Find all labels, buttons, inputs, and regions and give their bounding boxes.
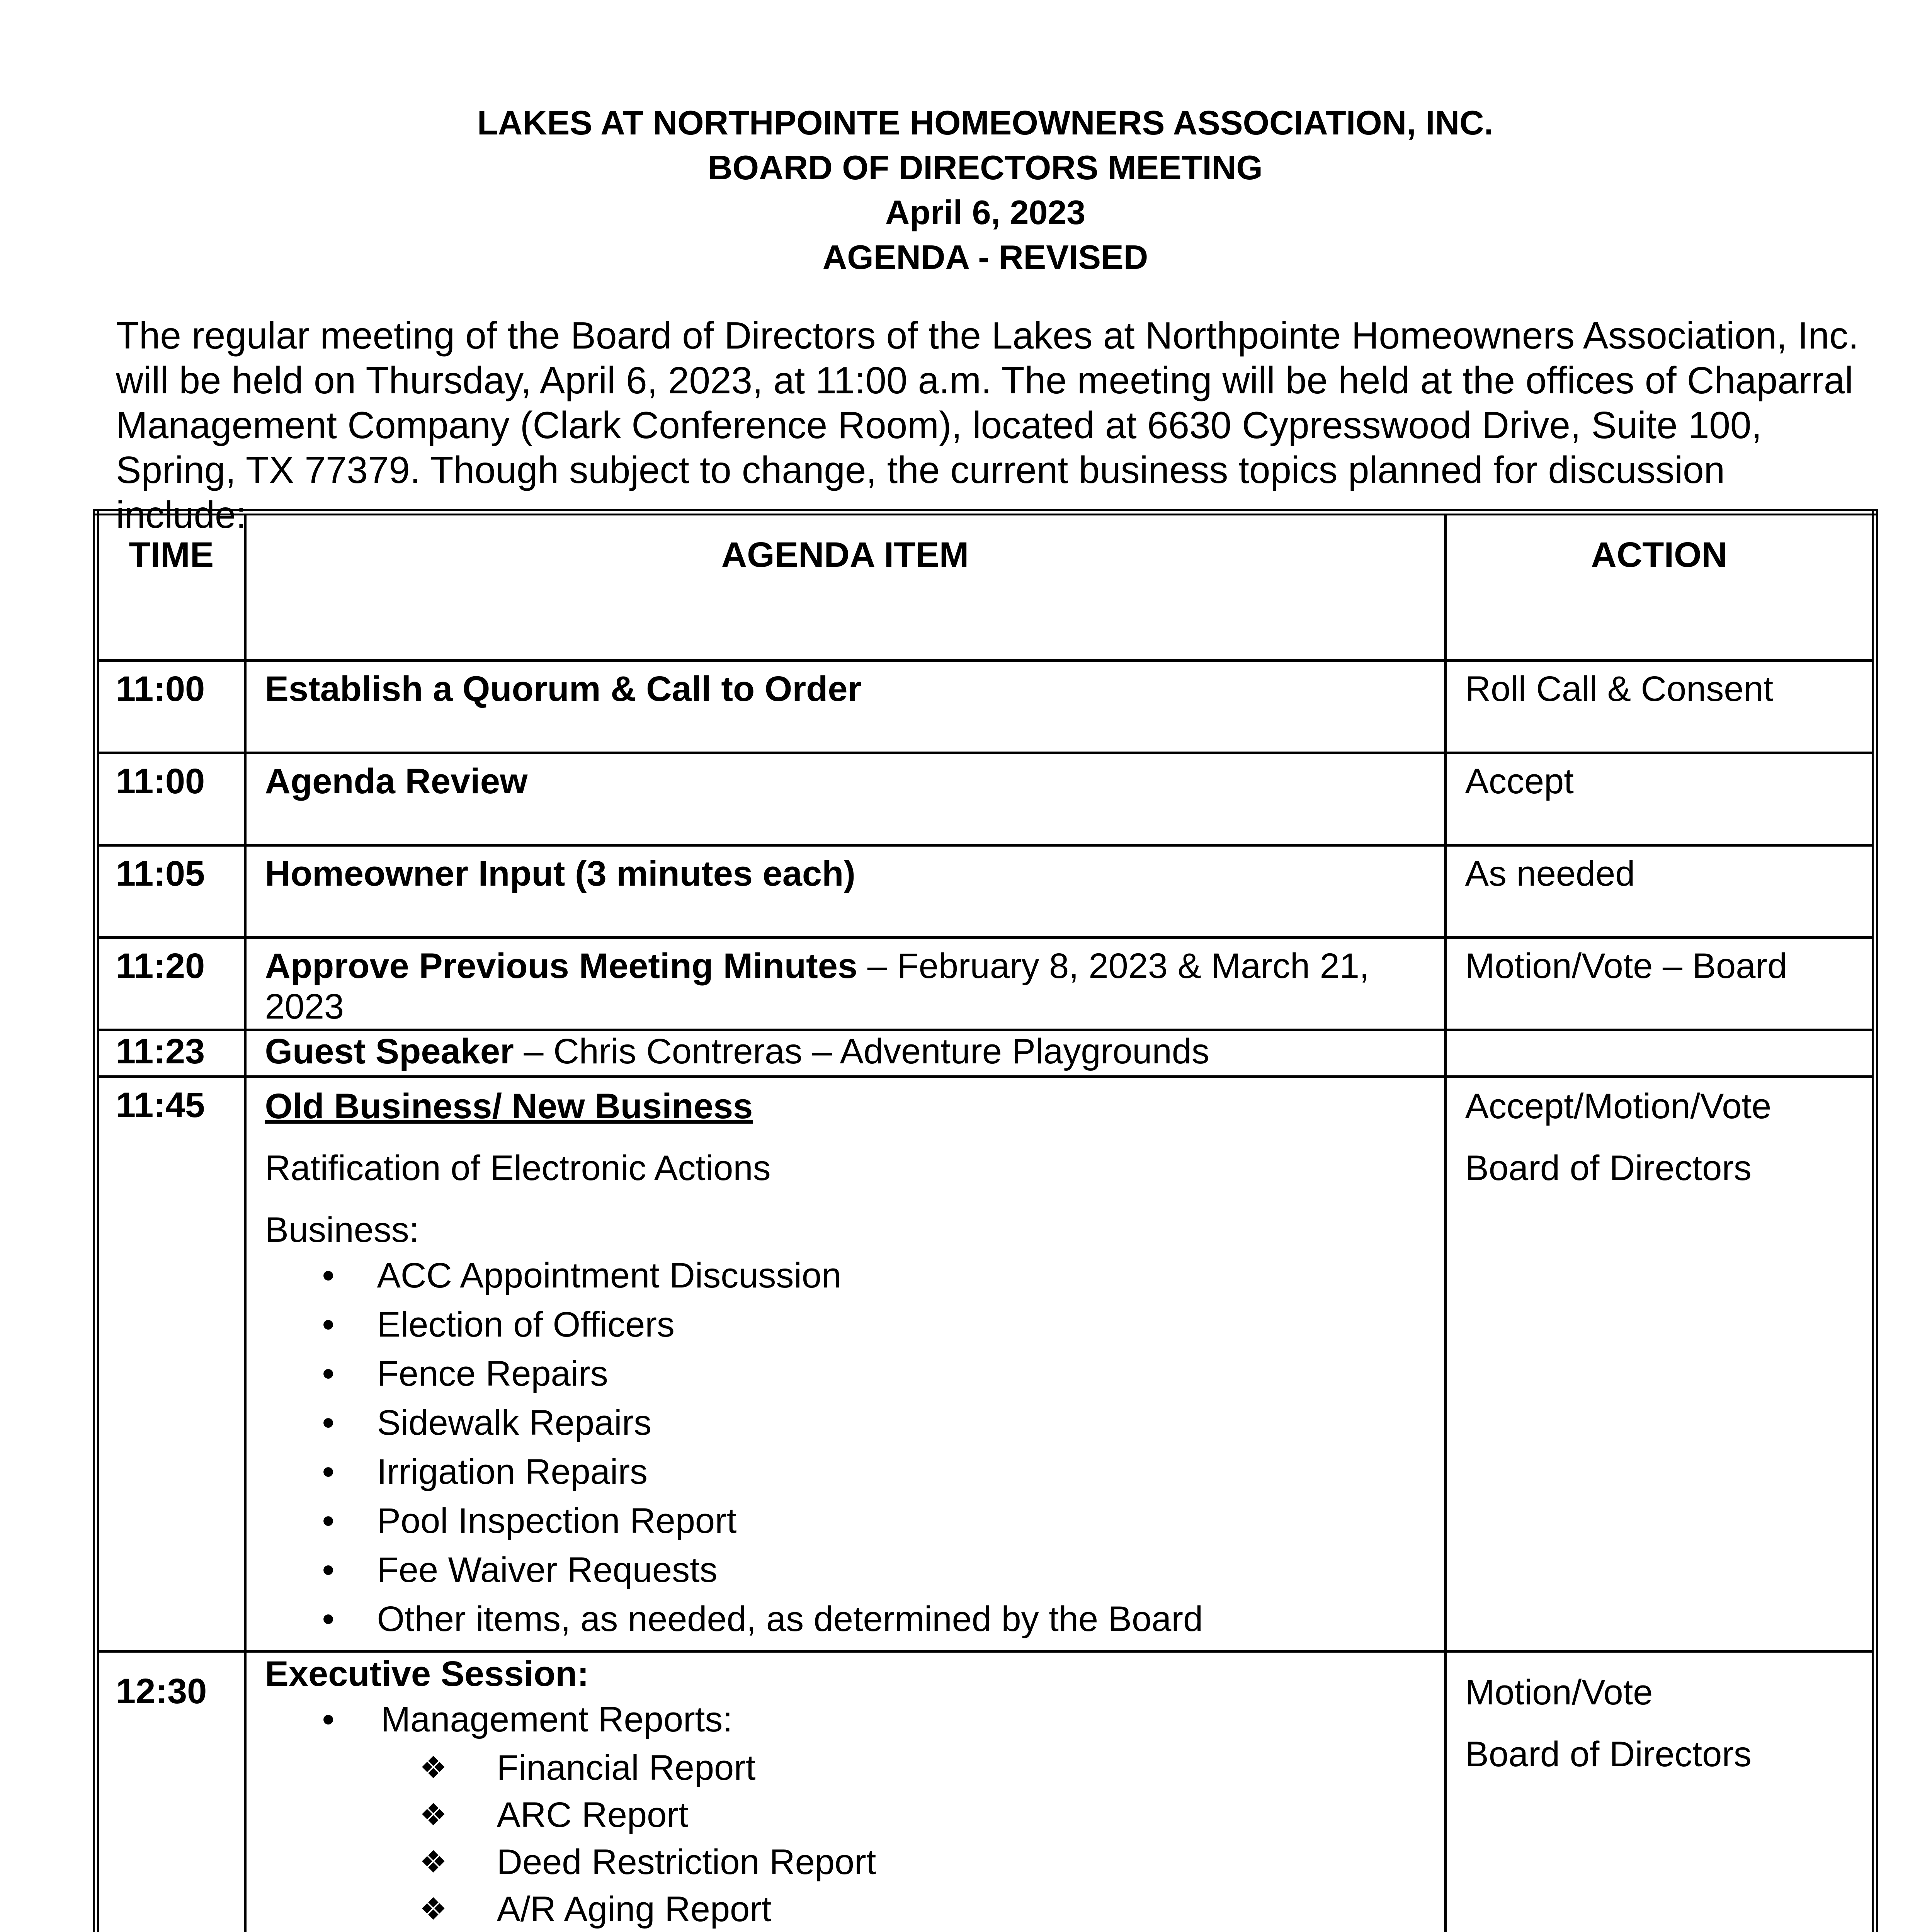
list-item: ❖ Financial Report (265, 1744, 1444, 1791)
association-name: LAKES AT NORTHPOINTE HOMEOWNERS ASSOCIATION, INC. (477, 104, 1494, 142)
list-item: • ACC Appointment Discussion (265, 1251, 1444, 1300)
diamond-bullet-icon: ❖ (419, 1845, 447, 1879)
list-item: • Sidewalk Repairs (265, 1398, 1444, 1447)
row-agenda-item: Agenda Review (265, 762, 528, 801)
bullet-icon: • (322, 1354, 335, 1393)
row-agenda-item: Guest Speaker (265, 1032, 514, 1071)
row-action-secondary: Board of Directors (1465, 1735, 1752, 1774)
row-agenda-detail: – February 8, 2023 & March 21, 2023 (265, 946, 1369, 1026)
row-agenda-item: Homeowner Input (3 minutes each) (265, 854, 855, 893)
table-header-row (96, 512, 1875, 661)
diamond-bullet-icon: ❖ (419, 1798, 447, 1832)
row-action: Accept/Motion/Vote (1465, 1087, 1772, 1126)
list-item: • Fence Repairs (265, 1349, 1444, 1398)
list-item: • Election of Officers (265, 1300, 1444, 1349)
row-time: 11:45 (116, 1085, 205, 1125)
row-agenda-item: Approve Previous Meeting Minutes (265, 946, 858, 986)
list-item: ❖ ARC Report (265, 1791, 1444, 1838)
row-time: 11:05 (116, 854, 205, 893)
header-agenda-item: AGENDA ITEM (245, 512, 1445, 661)
table-row (96, 1077, 1875, 1651)
business-label: Business: (265, 1210, 419, 1250)
row-action: Motion/Vote – Board (1465, 946, 1787, 986)
business-list (265, 1251, 1444, 1644)
row-action-secondary: Board of Directors (1465, 1148, 1752, 1188)
list-item: • Other items, as needed, as determined by the Board (265, 1595, 1444, 1644)
row-agenda-item: Establish a Quorum & Call to Order (265, 669, 862, 709)
list-item: • Pool Inspection Report (265, 1497, 1444, 1546)
header-action: ACTION (1445, 512, 1875, 661)
row-action: As needed (1465, 854, 1635, 893)
meeting-title: BOARD OF DIRECTORS MEETING (708, 148, 1263, 187)
header-time: TIME (96, 512, 245, 661)
table-row (96, 845, 1875, 938)
row-action: Roll Call & Consent (1465, 669, 1774, 709)
list-item: ❖ Deed Restriction Report (265, 1838, 1444, 1886)
business-title: Old Business/ New Business (265, 1087, 753, 1126)
meeting-date: April 6, 2023 (885, 193, 1086, 231)
bullet-icon: • (322, 1599, 335, 1639)
list-item: • Irrigation Repairs (265, 1447, 1444, 1497)
row-time: 11:20 (116, 946, 205, 986)
agenda-title: AGENDA - REVISED (822, 238, 1148, 276)
row-agenda-detail: – Chris Contreras – Adventure Playgrounds (514, 1032, 1209, 1071)
bullet-icon: • (322, 1550, 335, 1590)
row-time: 11:00 (116, 669, 205, 709)
bullet-icon: • (322, 1305, 335, 1344)
diamond-bullet-icon: ❖ (419, 1892, 447, 1926)
bullet-icon: • (322, 1403, 335, 1442)
list-item: • Management Reports: (265, 1695, 1444, 1744)
row-time: 12:30 (116, 1672, 207, 1711)
intro-paragraph: The regular meeting of the Board of Directors of the Lakes at Northpointe Homeowners Association, Inc. will be held on Thursday, April 6, 2023, at 11:00 a.m. The meeting will be held at the offices of Chaparral Management Company (Clark Conference Room), located at 6630 Cypresswood Drive, Suite 100, Spring, TX 77379. Though subject to change, the current business topics planned for discussion include: (116, 314, 1859, 536)
row-action: Motion/Vote (1465, 1673, 1653, 1712)
ratification-label: Ratification of Electronic Actions (265, 1148, 771, 1188)
table-row (96, 938, 1875, 1030)
executive-list (265, 1695, 1444, 1744)
bullet-icon: • (322, 1256, 335, 1295)
table-row (96, 661, 1875, 753)
table-row (96, 753, 1875, 845)
row-time: 11:00 (116, 762, 205, 801)
agenda-table (93, 509, 1878, 1932)
table-row (96, 1651, 1875, 1932)
row-action: Accept (1465, 762, 1574, 801)
list-item: ❖ A/R Aging Report (265, 1886, 1444, 1932)
bullet-icon: • (322, 1452, 335, 1492)
row-time: 11:23 (116, 1032, 205, 1071)
bullet-icon: • (322, 1501, 335, 1541)
bullet-icon: • (322, 1700, 335, 1739)
document-header (0, 100, 1932, 280)
diamond-bullet-icon: ❖ (419, 1750, 447, 1785)
table-row (96, 1030, 1875, 1077)
executive-title: Executive Session: (265, 1654, 589, 1694)
list-item: • Fee Waiver Requests (265, 1546, 1444, 1595)
reports-list (265, 1744, 1444, 1932)
